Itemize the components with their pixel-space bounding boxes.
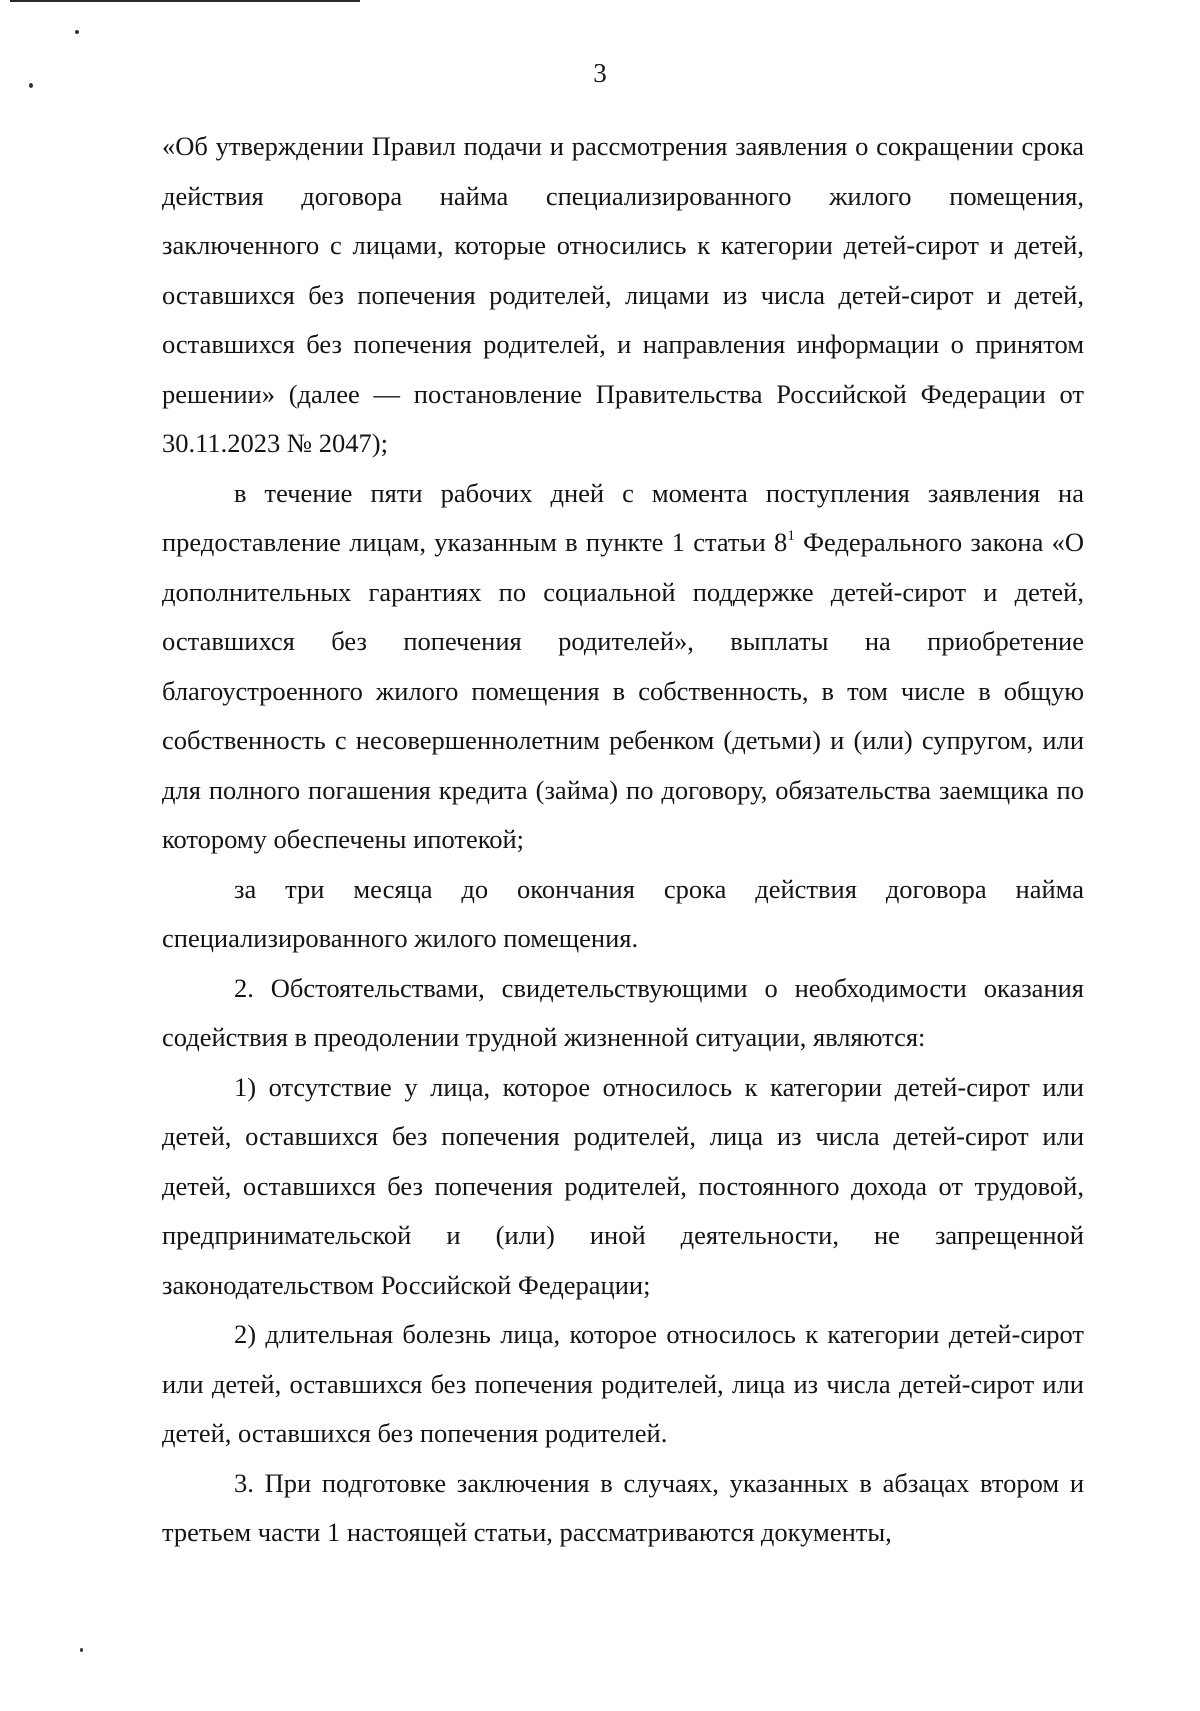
paragraph-three-months: за три месяца до окончания срока действия договора найма специализированного жилого помещения.	[162, 873, 1084, 953]
scan-speck	[75, 30, 79, 34]
scan-edge-line	[10, 0, 360, 2]
paragraph-text-after: Федерального закона «О дополнительных гарантиях по социальной поддержке детей-сирот и детей, оставшихся без попечения родителей», выплаты на приобретение благоустроенного жилого помещения в собственность, в том числе в общую собственность с несовершеннолетним ребенком (детьми) и (или) супругом, или для полного погашения кредита (займа) по договору, обязательства заемщика по которому обеспечены ипотекой;	[162, 527, 1084, 854]
paragraph-clause-2-item-1: 1) отсутствие у лица, которое относилось к категории детей-сирот или детей, оставшихся без попечения родителей, лица из числа детей-сирот или детей, оставшихся без попечения родителей, постоянного дохода от трудовой, предпринимательской и (или) иной деятельности, не запрещенной законодательством Российской Федерации;	[162, 1071, 1084, 1300]
article-superscript: 1	[787, 528, 795, 544]
page-number: 3	[593, 58, 607, 88]
document-body	[162, 122, 1084, 1558]
paragraph-five-working-days	[162, 469, 1084, 865]
scan-speck	[80, 1648, 83, 1652]
paragraph-resolution-title-continuation: «Об утверждении Правил подачи и рассмотрения заявления о сокращении срока действия договора найма специализированного жилого помещения, заключенного с лицами, которые относились к категории детей-сирот и детей, оставшихся без попечения родителей, лицами из числа детей-сирот и детей, оставшихся без попечения родителей, и направления информации о принятом решении» (далее — постановление Правительства Российской Федерации от 30.11.2023 № 2047);	[162, 131, 1084, 458]
paragraph-clause-2-item-2: 2) длительная болезнь лица, которое относилось к категории детей-сирот или детей, оставшихся без попечения родителей, лица из числа детей-сирот или детей, оставшихся без попечения родителей.	[162, 1319, 1084, 1448]
paragraph-clause-3: 3. При подготовке заключения в случаях, указанных в абзацах втором и третьем части 1 настоящей статьи, рассматриваются документы,	[162, 1467, 1084, 1547]
paragraph-text-before: в течение пяти рабочих дней с момента поступления заявления на предоставление лицам, указанным в пункте 1 статьи 8	[162, 477, 1084, 557]
paragraph-clause-2: 2. Обстоятельствами, свидетельствующими о необходимости оказания содействия в преодолении трудной жизненной ситуации, являются:	[162, 972, 1084, 1052]
